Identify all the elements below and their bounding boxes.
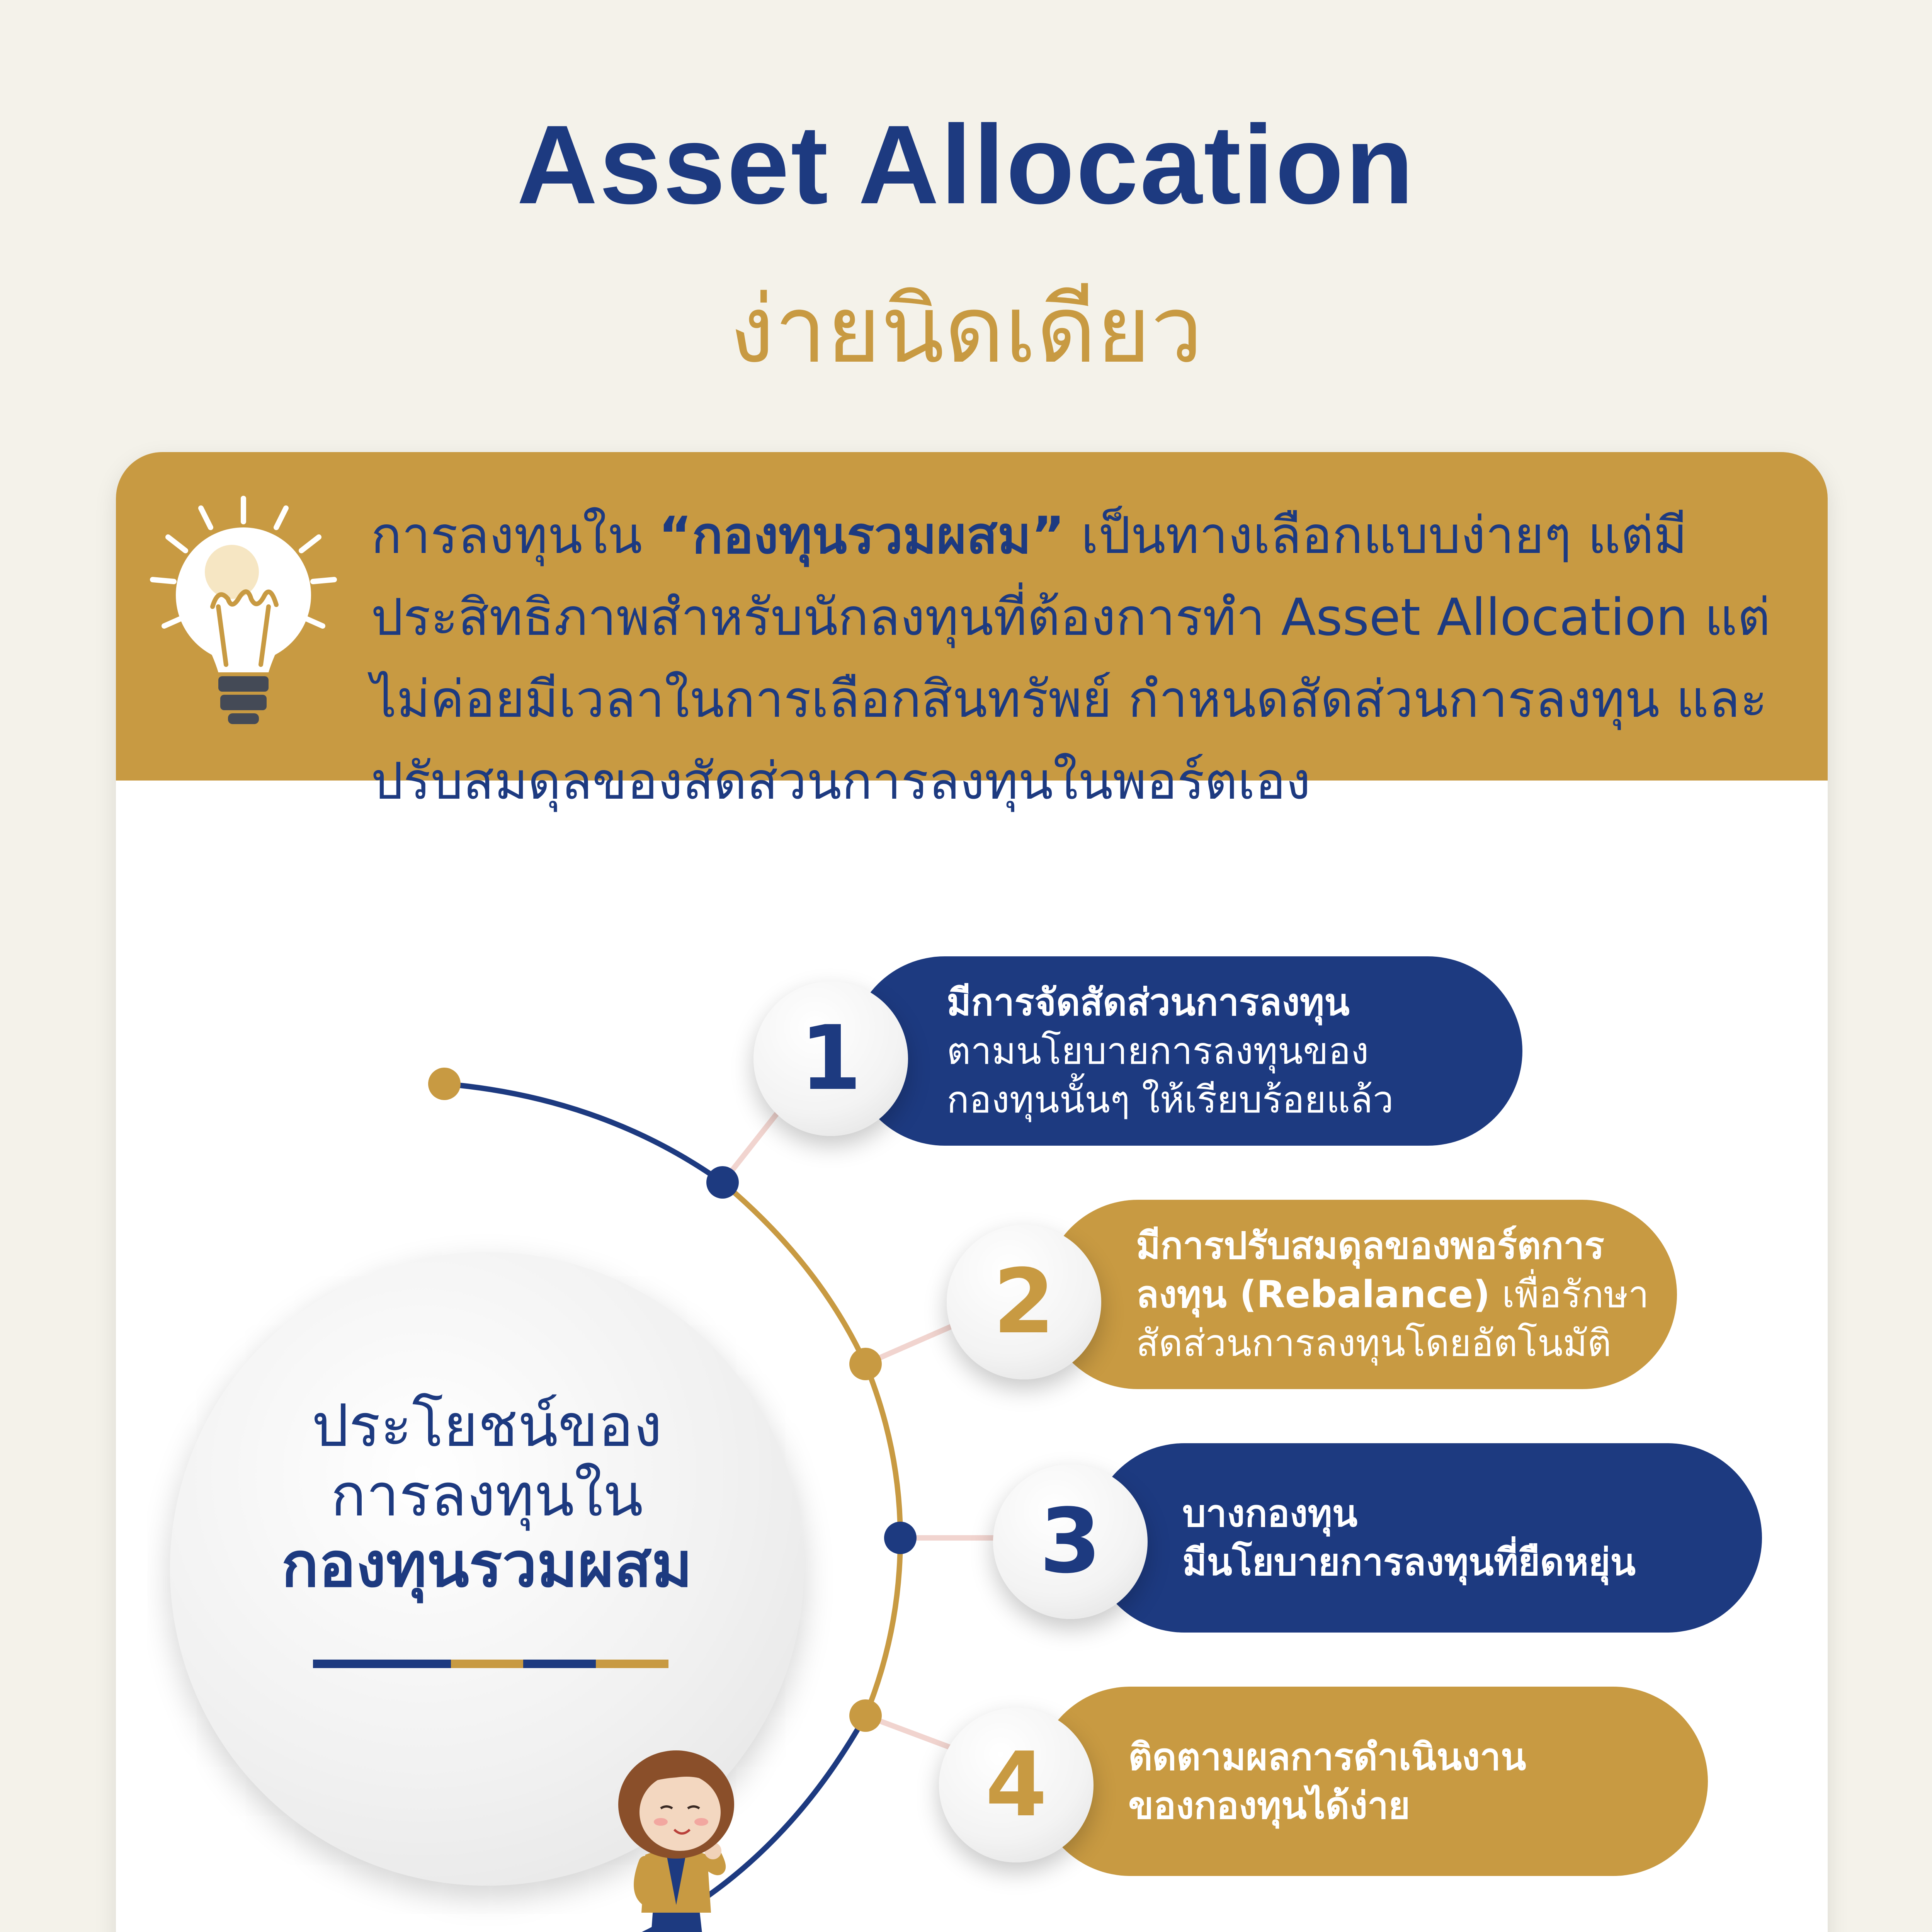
intro-band [116,452,1828,811]
center-line-2: การลงทุนใน [330,1461,643,1529]
benefit-card-3 [1090,1443,1762,1633]
benefit-4-title: ติดตามผลการดำเนินงาน [1128,1735,1526,1779]
center-heading [170,1391,804,1600]
center-line-3: กองทุนรวมผสม [281,1529,693,1601]
benefit-3-title-2: มีนโยบายการลงทุนที่ยืดหยุ่น [1182,1541,1636,1584]
benefit-3-number: 3 [993,1464,1148,1619]
lightbulb-icon [135,483,352,746]
benefit-1-line-2: ตามนโยบายการลงทุนของ [947,1029,1369,1073]
benefit-4-number: 4 [939,1708,1094,1862]
benefit-card-2 [1043,1200,1677,1389]
benefit-2-line-3: สัดส่วนการลงทุนโดยอัตโนมัติ [1136,1321,1612,1365]
benefit-4-title-2: ของกองทุนได้ง่าย [1128,1784,1410,1827]
benefit-2-title: มีการปรับสมดุลของพอร์ตการ [1136,1224,1604,1267]
benefit-1-number: 1 [753,981,908,1136]
benefit-3-title: บางกองทุน [1182,1492,1358,1535]
page-title: Asset Allocation [517,102,1415,227]
page-subtitle: ง่ายนิดเดียว [729,276,1203,384]
benefit-1-title: มีการจัดสัดส่วนการลงทุน [947,981,1350,1024]
intro-text-start: การลงทุนใน [371,506,659,565]
benefit-card-4 [1036,1687,1708,1876]
benefit-1-line-3: กองทุนนั้นๆ ให้เรียบร้อยแล้ว [947,1078,1394,1121]
benefit-2-title-2: ลงทุน (Rebalance) [1136,1273,1490,1316]
planner-character-illustration [587,1739,765,1932]
benefit-2-tail: เพื่อรักษา [1490,1273,1649,1316]
intro-text [371,495,1785,822]
benefit-2-number: 2 [947,1225,1101,1379]
center-line-1: ประโยชน์ของ [311,1391,662,1460]
benefit-card-1 [850,956,1522,1146]
intro-text-rest: เป็นทางเลือกแบบง่ายๆ แต่มีประสิทธิภาพสำหรับนักลงทุนที่ต้องการทำ Asset Allocation แต่ไม่ค่อยมีเวลาในการเลือกสินทรัพย์ กำหนดสัดส่วนการลงทุน และปรับสมดุลของสัดส่วนการลงทุนในพอร์ตเอง [371,506,1770,811]
intro-highlight: “กองทุนรวมผสม” [658,506,1065,565]
center-divider [313,1660,668,1668]
